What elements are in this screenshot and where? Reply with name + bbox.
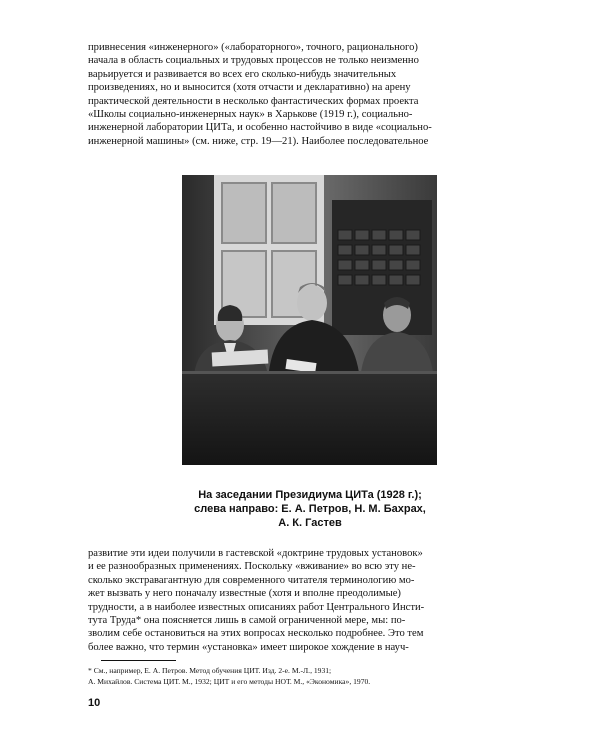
text-line: тута Труда* она поясняется лишь в самой ограниченной мере, мы: по-: [88, 615, 406, 627]
footnote-divider: [101, 660, 176, 661]
text-line: инженерной машины» (см. ниже, стр. 19—21). Наиболее последовательное: [88, 135, 429, 147]
text-line: зволим себе остановиться на этих вопросах несколько подробнее. Это тем: [88, 628, 424, 640]
bottom-paragraph: [88, 547, 518, 654]
photo-caption: [160, 488, 460, 530]
text-line: жет вызвать у него поначалу известные (хотя и вполне преодолимые): [88, 588, 401, 600]
page-number: 10: [88, 697, 101, 709]
text-line: произведениях, но и выносится (хотя отчасти и декларативно) на арену: [88, 82, 411, 94]
caption-line: А. К. Гастев: [278, 517, 342, 529]
text-line: сколько экстравагантную для современного читателя терминологию мо-: [88, 574, 415, 586]
photo-illustration-icon: [182, 175, 437, 465]
text-line: «Школы социально-инженерных наук» в Харькове (1919 г.), социально-: [88, 109, 413, 121]
text-line: привнесения «инженерного» («лабораторного», точного, рационального): [88, 42, 418, 53]
top-paragraph: [88, 41, 518, 148]
text-line: более важно, что термин «установка» имеет широкое хождение в науч-: [88, 641, 409, 653]
text-line: практической деятельности в несколько фантастических формах проекта: [88, 95, 419, 107]
text-line: развитие эти идеи получили в гастевской «доктрине трудовых установок»: [88, 548, 423, 559]
text-line: варьируется и развивается во всех его сколько-нибудь значительных: [88, 68, 397, 80]
footnote-line: * См., например, Е. А. Петров. Метод обучения ЦИТ. Изд. 2-е. М.-Л., 1931;: [88, 666, 332, 675]
footnote-line: А. Михайлов. Система ЦИТ. М., 1932; ЦИТ и его методы НОТ. М., «Экономика», 1970.: [88, 676, 371, 686]
footnote: [88, 666, 520, 687]
text-line: начала в область социальных и трудовых процессов не только неизменно: [88, 55, 419, 67]
text-line: инженерной лаборатории ЦИТа, и особенно настойчиво в виде «социально-: [88, 122, 432, 134]
text-line: и ее разнообразных применениях. Поскольку «вживание» во всю эту не-: [88, 561, 416, 573]
text-line: трудности, а в наиболее известных описаниях работ Центрального Инсти-: [88, 601, 425, 613]
caption-line: слева направо: Е. А. Петров, Н. М. Бахрах,: [194, 503, 426, 515]
caption-line: На заседании Президиума ЦИТа (1928 г.);: [198, 489, 422, 501]
archival-photo: [182, 175, 437, 465]
